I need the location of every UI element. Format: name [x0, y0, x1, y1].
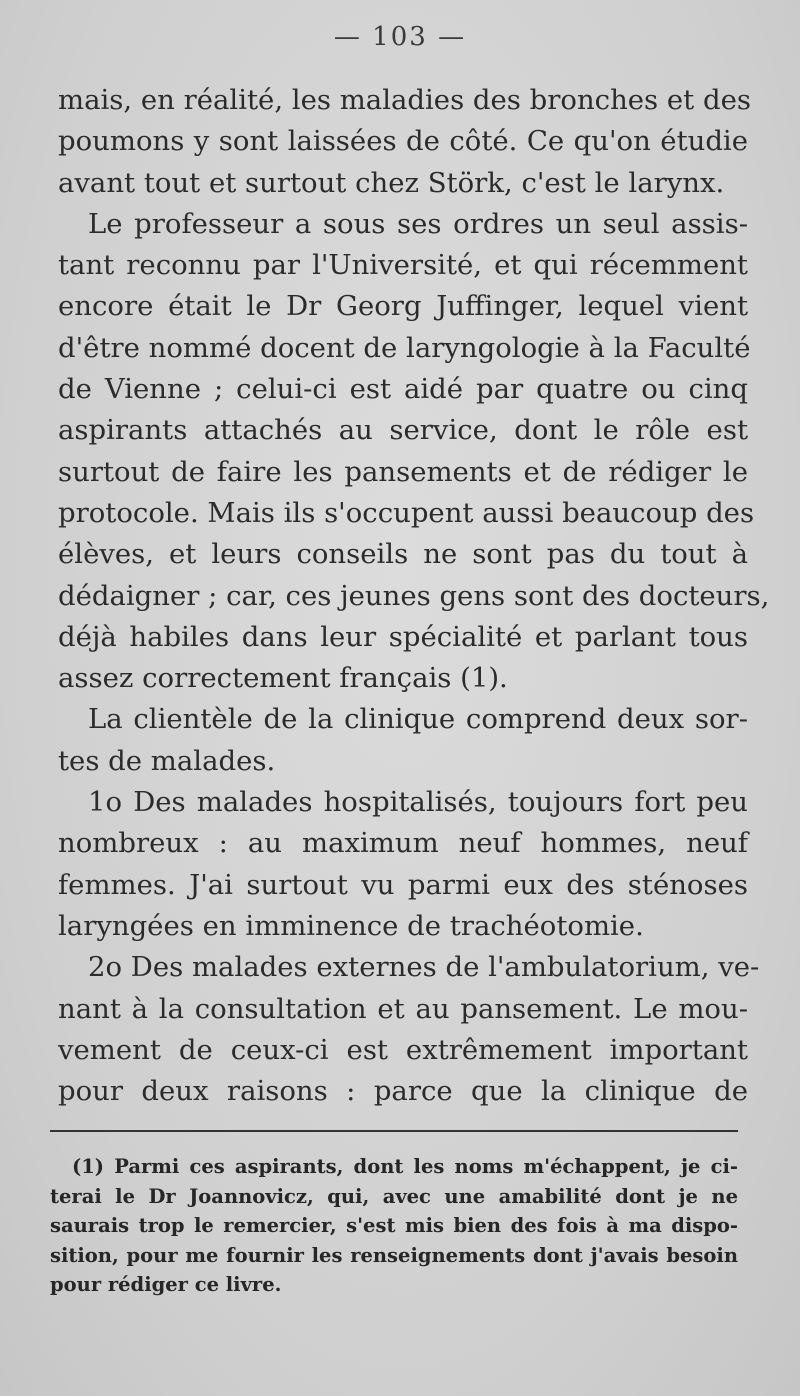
text-line: assez correctement français (1).	[58, 662, 508, 695]
text-line: poumons y sont laissées de côté. Ce qu'on étudie	[58, 125, 748, 158]
footnote-line: saurais trop le remercier, s'est mis bien des fois à ma dispo-	[50, 1214, 738, 1237]
text-line: vement de ceux-ci est extrêmement important	[58, 1033, 748, 1066]
text-line: tes de malades.	[58, 744, 276, 777]
footnotes	[50, 1152, 738, 1300]
text-line: déjà habiles dans leur spécialité et parlant tous	[58, 620, 748, 653]
text-line: mais, en réalité, les maladies des bronches et des	[58, 84, 751, 116]
text-line: pour deux raisons : parce que la clinique de	[58, 1075, 748, 1108]
text-line: laryngées en imminence de trachéotomie.	[58, 909, 644, 942]
footnote-divider	[50, 1130, 738, 1132]
text-line: avant tout et surtout chez Störk, c'est le larynx.	[58, 166, 725, 199]
page-number: — 103 —	[333, 22, 467, 52]
text-line: d'être nommé docent de laryngologie à la Faculté	[58, 331, 751, 364]
text-line: 2o Des malades externes de l'ambulatorium, ve-	[88, 951, 760, 984]
text-line: aspirants attachés au service, dont le rôle est	[58, 414, 748, 447]
text-line: 1o Des malades hospitalisés, toujours fort peu	[88, 786, 748, 819]
footnote-line: sition, pour me fournir les renseignements dont j'avais besoin	[50, 1243, 738, 1267]
footnote-line: (1) Parmi ces aspirants, dont les noms m'échappent, je ci-	[72, 1155, 738, 1178]
text-line: nombreux : au maximum neuf hommes, neuf	[58, 827, 748, 860]
text-line: Le professeur a sous ses ordres un seul assis-	[88, 207, 748, 240]
text-line: élèves, et leurs conseils ne sont pas du tout à	[58, 538, 748, 571]
text-line: de Vienne ; celui-ci est aidé par quatre ou cinq	[58, 373, 748, 406]
text-line: femmes. J'ai surtout vu parmi eux des sténoses	[58, 868, 748, 901]
footnote-line: terai le Dr Joannovicz, qui, avec une amabilité dont je ne	[50, 1184, 738, 1208]
text-line: La clientèle de la clinique comprend deux sor-	[88, 703, 748, 736]
text-line: protocole. Mais ils s'occupent aussi beaucoup des	[58, 496, 755, 529]
text-line: surtout de faire les pansements et de rédiger le	[58, 455, 748, 488]
footnote-line: pour rédiger ce livre.	[50, 1273, 282, 1296]
text-line: encore était le Dr Georg Juffinger, lequel vient	[58, 290, 748, 323]
text-line: nant à la consultation et au pansement. Le mou-	[58, 992, 748, 1025]
text-line: tant reconnu par l'Université, et qui récemment	[58, 249, 748, 282]
text-line: dédaigner ; car, ces jeunes gens sont des docteurs,	[58, 579, 770, 612]
body-text	[58, 80, 770, 1112]
